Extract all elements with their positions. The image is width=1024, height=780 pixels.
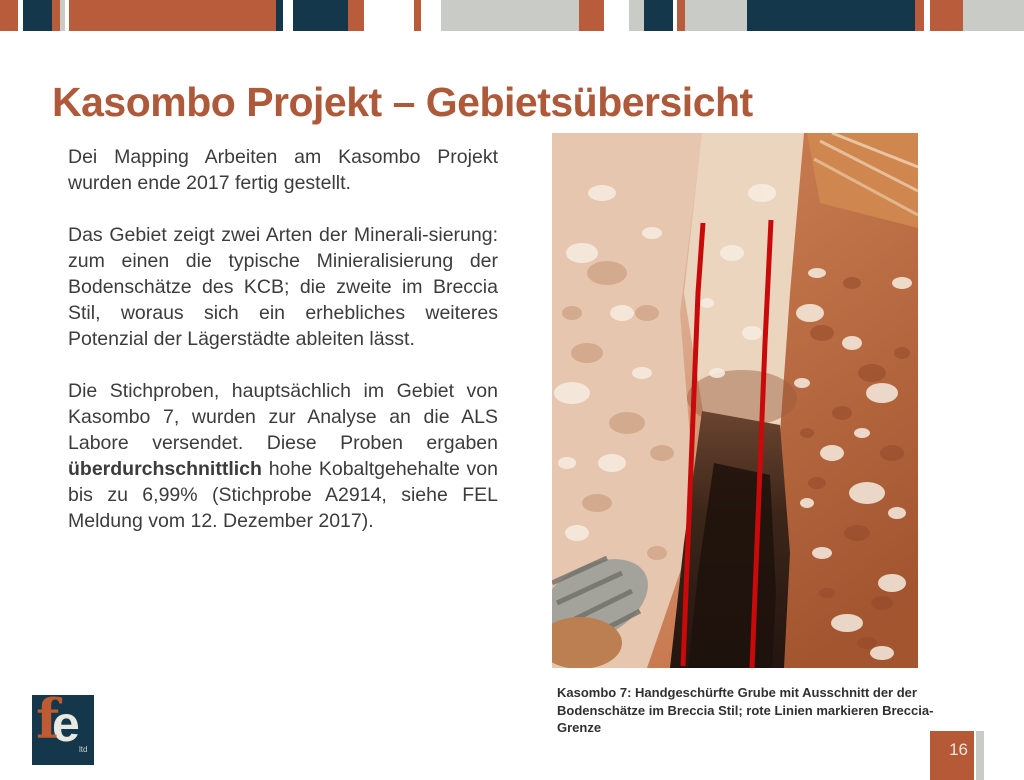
top-bar-segment — [685, 0, 747, 31]
top-bar-segment — [604, 0, 629, 31]
slide-title: Kasombo Projekt – Gebietsübersicht — [52, 79, 753, 126]
top-bar-segment — [414, 0, 421, 31]
paragraph-3-text-after: hohe Kobaltgehehalte von bis zu 6,99% (Stichprobe A2914, siehe FEL Meldung vom 12. Dezember 2017). — [68, 458, 498, 532]
pit-photo — [552, 133, 918, 668]
body-paragraph-3 — [68, 378, 498, 534]
body-paragraph-1: Dei Mapping Arbeiten am Kasombo Projekt wurden ende 2017 fertig gestellt. — [68, 146, 498, 194]
logo-ltd-text: ltd — [79, 745, 88, 754]
paragraph-3-bold-text: überdurchschnittlich — [68, 458, 262, 480]
top-bar-segment — [441, 0, 579, 31]
top-bar-segment — [293, 0, 348, 31]
top-bar-segment — [677, 0, 685, 31]
top-bar-segment — [963, 0, 1024, 31]
top-bar-segment — [579, 0, 604, 31]
top-bar-segment — [747, 0, 915, 31]
top-bar-segment — [915, 0, 924, 31]
top-bar-segment — [52, 0, 60, 31]
page-number-box — [930, 731, 974, 780]
top-bar-segment — [276, 0, 283, 31]
top-bar-segment — [69, 0, 276, 31]
body-text-column — [68, 144, 498, 560]
body-paragraph-2: Das Gebiet zeigt zwei Arten der Minerali-sierung: zum einen die typische Minieralisierung der Bodenschätze des KCB; die zweite im Breccia Stil, woraus sich ein erhebliches weiteres Potenzial der Lägerstädte ableiten lässt. — [68, 224, 498, 350]
top-bar-segment — [364, 0, 414, 31]
top-bar-segment — [930, 0, 963, 31]
top-bar-segment — [644, 0, 673, 31]
top-decoration-bar — [0, 0, 1024, 31]
top-bar-segment — [629, 0, 644, 31]
logo-letter-f: f — [36, 687, 60, 751]
page-number-side-strip — [976, 731, 984, 780]
top-bar-segment — [283, 0, 293, 31]
paragraph-3-text: Die Stichproben, hauptsächlich im Gebiet von Kasombo 7, wurden zur Analyse an die ALS Labore versendet. Diese Proben ergaben — [68, 380, 498, 454]
company-logo — [32, 687, 94, 765]
top-bar-segment — [0, 0, 18, 31]
top-bar-segment — [23, 0, 52, 31]
logo-letter-e: e — [52, 696, 80, 752]
page-number: 16 — [949, 740, 968, 759]
top-bar-segment — [421, 0, 441, 31]
pit-photo-graphic — [552, 133, 918, 668]
figure-caption: Kasombo 7: Handgeschürfte Grube mit Ausschnitt der der Bodenschätze im Breccia Stil; rote Linien markieren Breccia-Grenze — [557, 685, 934, 735]
top-bar-segment — [348, 0, 364, 31]
